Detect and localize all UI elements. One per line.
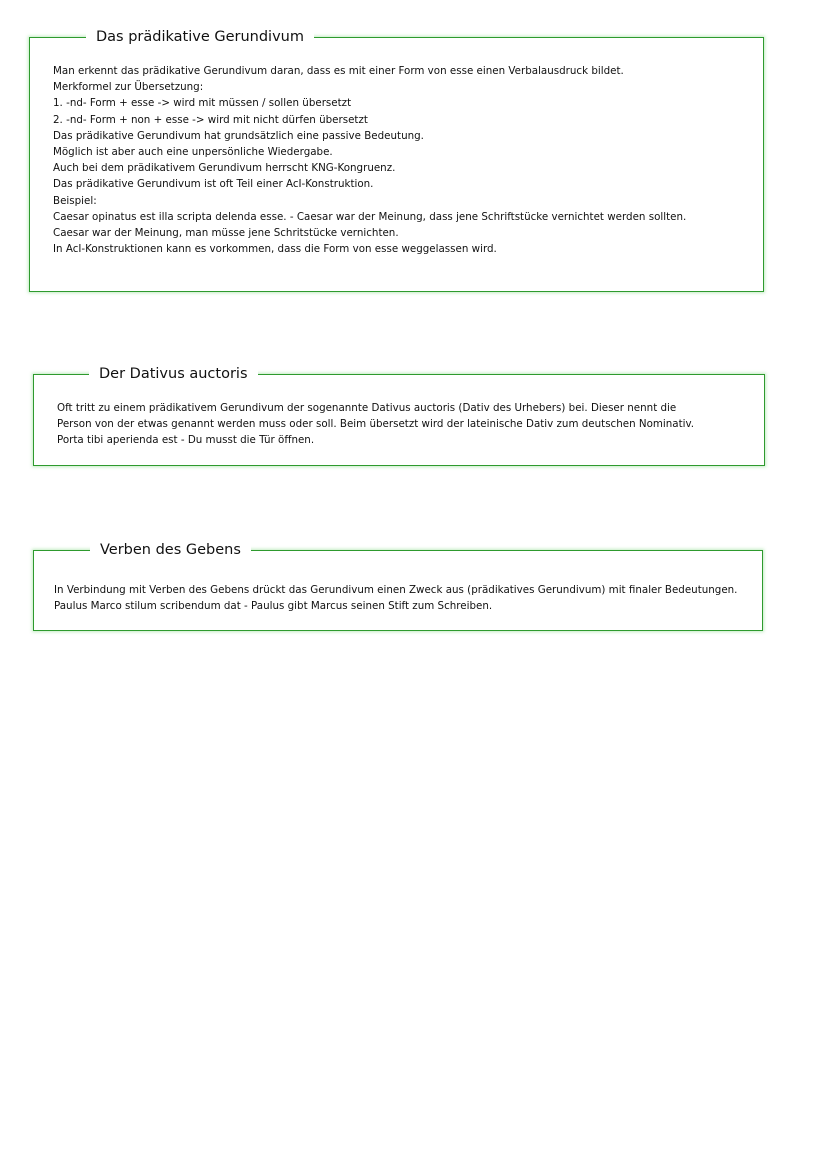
text-line: In AcI-Konstruktionen kann es vorkommen, dass die Form von esse weggelassen wird.	[53, 243, 497, 256]
text-line: Person von der etwas genannt werden muss oder soll. Beim übersetzt wird der lateinische Dativ zum deutschen Nominativ.	[57, 418, 695, 431]
section-title: Verben des Gebens	[90, 540, 251, 560]
text-line: Porta tibi aperienda est - Du musst die Tür öffnen.	[57, 434, 315, 447]
text-line: Beispiel:	[53, 194, 97, 207]
text-line: Merkformel zur Übersetzung:	[53, 81, 204, 94]
section-title: Das prädikative Gerundivum	[86, 27, 314, 47]
text-line: Das prädikative Gerundivum ist oft Teil einer AcI-Konstruktion.	[53, 178, 374, 191]
text-line: Caesar opinatus est illa scripta delenda esse. - Caesar war der Meinung, dass jene Schriftstücke vernichtet werden sollten.	[53, 210, 687, 223]
section-verben-des-gebens	[33, 542, 763, 631]
text-line: In Verbindung mit Verben des Gebens drückt das Gerundivum einen Zweck aus (prädikatives Gerundivum) mit finaler Bedeutungen.	[54, 584, 738, 596]
text-line: Das prädikative Gerundivum hat grundsätzlich eine passive Bedeutung.	[53, 129, 424, 142]
text-line: Oft tritt zu einem prädikativem Gerundivum der sogenannte Dativus auctoris (Dativ des Urhebers) bei. Dieser nennt die	[57, 402, 677, 414]
text-line: Caesar war der Meinung, man müsse jene Schritstücke vernichten.	[53, 227, 399, 240]
section-body	[54, 582, 737, 614]
section-body	[53, 63, 686, 257]
section-praedikatives-gerundivum	[29, 29, 764, 292]
text-line: Möglich ist aber auch eine unpersönliche Wiedergabe.	[53, 146, 333, 159]
section-title: Der Dativus auctoris	[89, 364, 258, 384]
text-line: Paulus Marco stilum scribendum dat - Paulus gibt Marcus seinen Stift zum Schreiben.	[54, 600, 493, 613]
list-item: 1. -nd- Form + esse -> wird mit müssen / sollen übersetzt	[53, 97, 352, 110]
section-dativus-auctoris	[33, 366, 765, 466]
text-line: Man erkennt das prädikative Gerundivum daran, dass es mit einer Form von esse einen Verbalausdruck bildet.	[53, 65, 624, 77]
section-body	[57, 400, 694, 449]
list-item: 2. -nd- Form + non + esse -> wird mit nicht dürfen übersetzt	[53, 113, 368, 126]
text-line: Auch bei dem prädikativem Gerundivum herrscht KNG-Kongruenz.	[53, 162, 396, 175]
